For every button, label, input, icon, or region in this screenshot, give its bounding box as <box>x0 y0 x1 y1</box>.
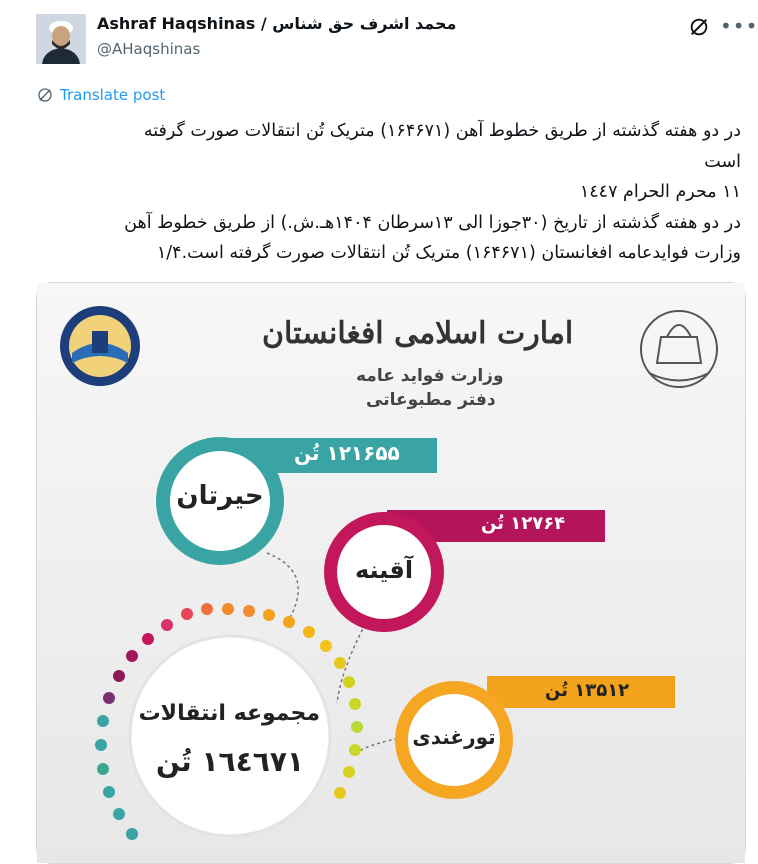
total-amount: ١٦٤٦٧١ تُن <box>155 745 304 778</box>
aqina-amount: ۱۲۷۶۴ تُن <box>481 513 566 534</box>
torghundi-label: تورغندی <box>412 725 496 749</box>
post-line: وزارت فوایدعامه افغانستان (۱۶۴۶۷۱) متریک تُن انتقالات صورت گرفته است.۱/۴ <box>156 243 741 263</box>
avatar[interactable] <box>36 14 86 64</box>
post-text <box>36 116 741 269</box>
press-office: دفتر مطبوعاتی <box>366 390 496 410</box>
ministry-name: وزارت فواید عامه <box>356 366 504 386</box>
aqina-label: آقینه <box>354 556 414 584</box>
translate-post-link[interactable] <box>36 85 165 105</box>
post-line: در دو هفته گذشته از طریق خطوط آهن (۱۶۴۶۷۱) متریک تُن انتقالات صورت گرفته <box>143 121 741 141</box>
translate-label[interactable]: Translate post <box>60 86 166 104</box>
heyratan-label: حیرتان <box>176 481 264 511</box>
post-header <box>0 0 758 80</box>
ministry-logo <box>60 306 140 386</box>
post-media-infographic[interactable] <box>36 282 746 864</box>
torghundi-amount: ۱۳۵۱۲ تُن <box>545 680 630 701</box>
globe-icon <box>36 86 54 104</box>
heyratan-amount: ۱۲۱۶۵۵ تُن <box>294 441 400 465</box>
post-line: در دو هفته گذشته از تاریخ (۳۰جوزا الی ۱۳سرطان ۱۴۰۴هـ.ش.) از طریق خطوط آهن <box>124 212 741 233</box>
post-line: است <box>704 151 741 172</box>
post-line: ١١ محرم الحرام ١٤٤٧ <box>579 182 741 202</box>
more-icon[interactable]: ••• <box>720 14 758 38</box>
author-name[interactable]: Ashraf Haqshinas / محمد اشرف حق شناس <box>97 14 457 33</box>
author-handle[interactable]: @AHaqshinas <box>97 40 201 58</box>
emirate-title: امارت اسلامی افغانستان <box>262 316 574 351</box>
avatar-image <box>36 14 86 64</box>
grok-icon[interactable] <box>688 16 710 38</box>
total-label: مجموعه انتقالات <box>138 701 320 726</box>
